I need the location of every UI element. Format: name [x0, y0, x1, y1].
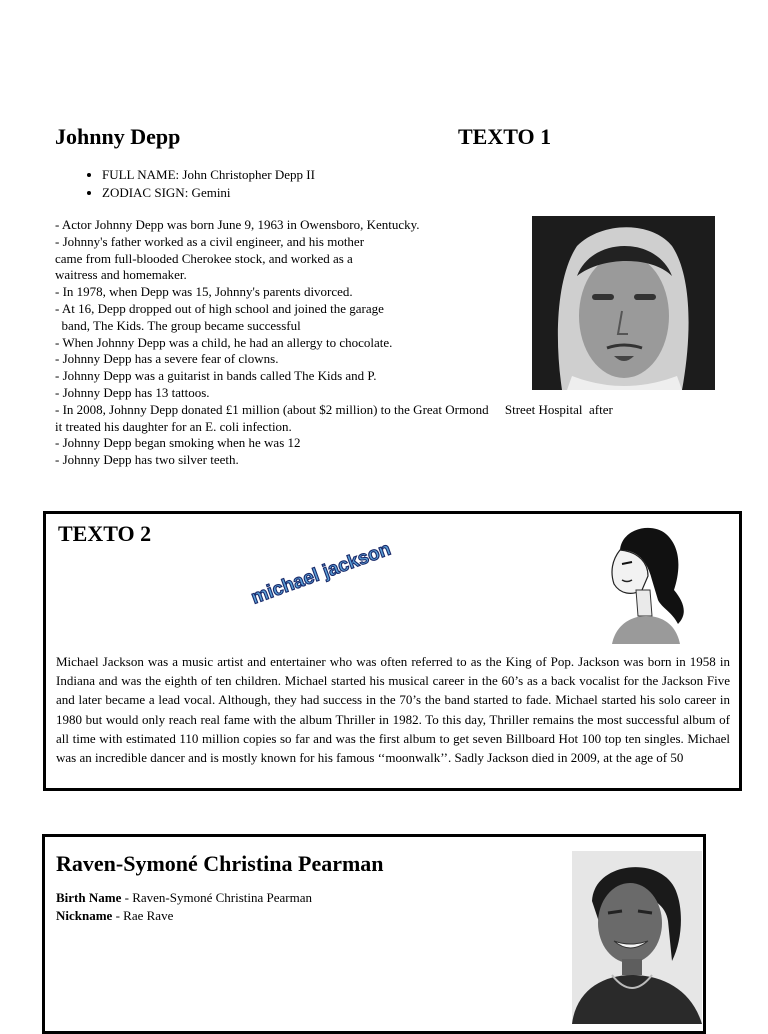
johnny-depp-facts	[78, 166, 315, 202]
michael-jackson-illustration	[592, 520, 692, 644]
michael-jackson-logo	[248, 538, 418, 618]
raven-symone-photo	[572, 851, 702, 1024]
fact-line: - In 2008, Johnny Depp donated £1 million (about $2 million) to the Great Ormond Street Hospital after	[55, 401, 613, 417]
fact-line: - Johnny's father worked as a civil engineer, and his mother	[55, 233, 365, 249]
nickname-value: - Rae Rave	[112, 907, 174, 923]
fact-line: - Johnny Depp has a severe fear of clowns.	[55, 351, 279, 367]
nickname-label: Nickname	[56, 907, 113, 923]
fact-line: band, The Kids. The group became successful	[55, 317, 301, 333]
texto-1-label: TEXTO 1	[458, 124, 552, 149]
fact-line: - Johnny Depp has two silver teeth.	[55, 452, 239, 468]
fact-line: came from full-blooded Cherokee stock, and worked as a	[55, 250, 353, 266]
birth-name-value: - Raven-Symoné Christina Pearman	[121, 890, 312, 905]
birth-name-label: Birth Name	[56, 890, 122, 905]
fact-line: - At 16, Depp dropped out of high school and joined the garage	[55, 300, 384, 316]
fact-line: - Johnny Depp began smoking when he was 12	[55, 435, 301, 451]
fact-line: - Johnny Depp has 13 tattoos.	[55, 384, 210, 400]
fact-zodiac-sign: • ZODIAC SIGN: Gemini	[102, 184, 315, 202]
fact-line: - Johnny Depp was a guitarist in bands called The Kids and P.	[55, 368, 377, 384]
nickname-row	[56, 907, 312, 925]
johnny-depp-title: Johnny Depp	[55, 124, 181, 149]
fact-line: it treated his daughter for an E. coli infection.	[55, 418, 292, 434]
birth-name-row	[56, 889, 312, 907]
raven-symone-title: Raven-Symoné Christina Pearman	[56, 851, 384, 876]
fact-line: - When Johnny Depp was a child, he had an allergy to chocolate.	[55, 334, 393, 350]
fact-line: - Actor Johnny Depp was born June 9, 1963 in Owensboro, Kentucky.	[55, 217, 420, 232]
raven-symone-details	[56, 889, 312, 924]
michael-jackson-paragraph: Michael Jackson was a music artist and entertainer who was often referred to as the King of Pop. Jackson was born in 1958 in Indiana and was the eighth of ten children. Michael started his musical career in the 60’s as a back vocalist for the Jackson Five and later became a lead vocal. Although, they had success in the 70’s the band started to fade. Michael started his solo career in 1980 but would only reach real fame with the album Thriller in 1982. To this day, Thriller remains the most successful album of all time with estimated 110 million copies so far and was the first album to get seven Billboard Hot 100 top ten singles. Michael was an incredible dancer and is mostly known for his famous ‘‘moonwalk’’. Sadly Jackson died in 2009, at the age of 50	[56, 654, 730, 766]
michael-jackson-logo-text: michael jackson	[248, 538, 394, 609]
fact-full-name: • FULL NAME: John Christopher Depp II	[102, 166, 315, 184]
texto-2-label: TEXTO 2	[58, 521, 152, 546]
fact-line: waitress and homemaker.	[55, 267, 187, 283]
johnny-depp-photo	[532, 216, 715, 390]
fact-line: - In 1978, when Depp was 15, Johnny's parents divorced.	[55, 284, 353, 300]
